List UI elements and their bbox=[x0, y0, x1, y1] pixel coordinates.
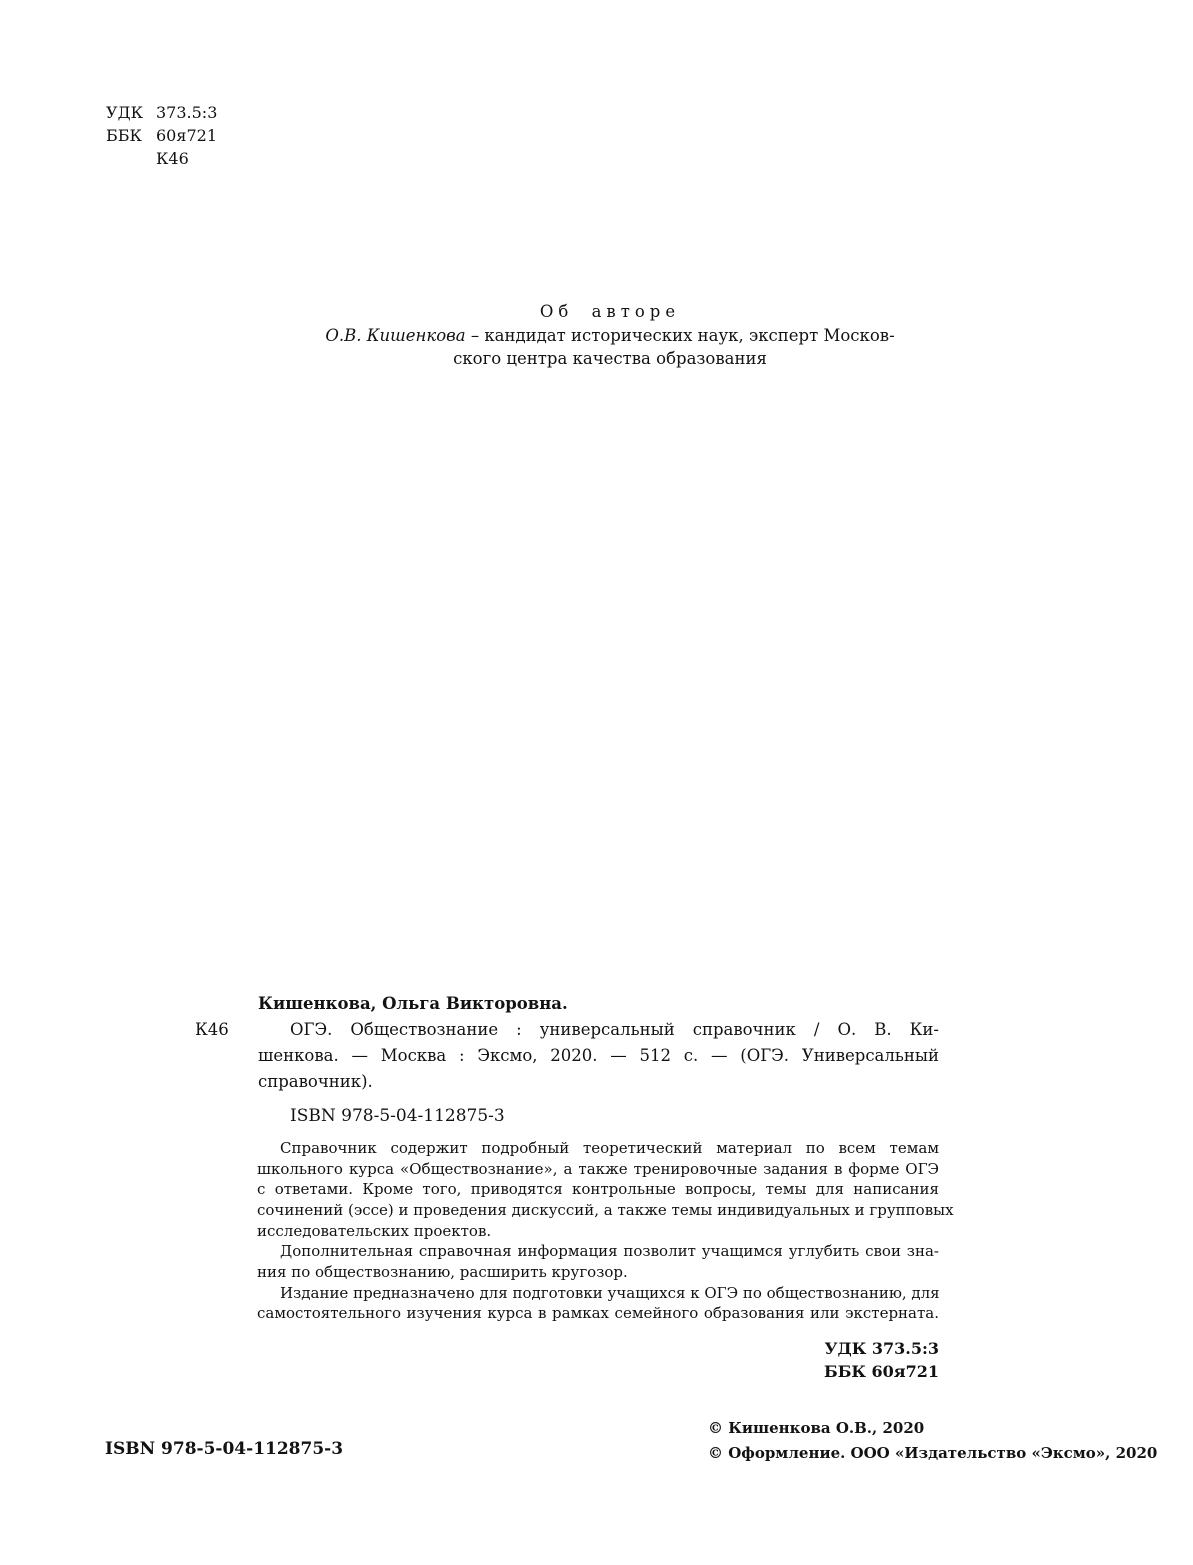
bib-line-3: справочник). bbox=[258, 1072, 373, 1091]
about-author-block bbox=[258, 300, 962, 371]
bib-line-1-text: ОГЭ. Обществознание : универсальный справочник / О. В. Ки- bbox=[290, 1020, 939, 1039]
bbk-label: ББК bbox=[106, 126, 142, 145]
annotation-p1-l2: школьного курса «Обществознание», а также тренировочные задания в форме ОГЭ bbox=[257, 1159, 939, 1178]
annotation-p1-l4: сочинений (эссе) и проведения дискуссий, а также темы индивидуальных и групповых bbox=[257, 1200, 954, 1219]
annotation-p1-l5: исследовательских проектов. bbox=[257, 1221, 492, 1240]
annotation-p1-l3: с ответами. Кроме того, приводятся контрольные вопросы, темы для написания bbox=[257, 1180, 939, 1199]
bibliographic-record bbox=[195, 991, 939, 1095]
bbk-right: ББК 60я721 bbox=[824, 1361, 939, 1381]
udk-right: УДК 373.5:3 bbox=[824, 1339, 939, 1358]
copyright-publisher: © Оформление. ООО «Издательство «Эксмо», 2020 bbox=[708, 1443, 1158, 1462]
annotation-block bbox=[257, 1138, 954, 1324]
about-author-line2: ского центра качества образования bbox=[453, 349, 767, 369]
annotation-p1-l1: Справочник содержит подробный теоретический материал по всем темам bbox=[280, 1139, 939, 1157]
annotation-p2-l1: Дополнительная справочная информация позволит учащимся углубить свои зна- bbox=[280, 1242, 939, 1261]
bib-line-2: шенкова. — Москва : Эксмо, 2020. — 512 с. — (ОГЭ. Универсальный bbox=[258, 1046, 939, 1065]
annotation-p3-l2: самостоятельного изучения курса в рамках семейного образования или экстерната. bbox=[257, 1304, 939, 1323]
udk-label: УДК bbox=[106, 103, 143, 122]
catalogue-codes-right bbox=[824, 1338, 939, 1383]
bbk-value: 60я721 bbox=[156, 126, 217, 145]
about-author-line1-rest: – кандидат исторических наук, эксперт Москов- bbox=[465, 325, 895, 345]
about-author-title: Об авторе bbox=[539, 302, 681, 321]
about-author-name: О.В. Кишенкова bbox=[325, 325, 466, 345]
catalogue-codes-top bbox=[106, 101, 217, 170]
annotation-p3-l1: Издание предназначено для подготовки учащихся к ОГЭ по обществознанию, для bbox=[280, 1283, 940, 1302]
author-code-value: К46 bbox=[156, 149, 189, 168]
isbn-record: ISBN 978-5-04-112875-3 bbox=[290, 1106, 505, 1126]
bib-line-1 bbox=[195, 1017, 939, 1043]
about-author-line1 bbox=[258, 324, 962, 348]
copyright-author: © Кишенкова О.В., 2020 bbox=[708, 1419, 925, 1437]
isbn-footer: ISBN 978-5-04-112875-3 bbox=[105, 1439, 344, 1459]
copyright-block bbox=[708, 1416, 1157, 1465]
udk-value: 373.5:3 bbox=[156, 103, 218, 122]
author-code-label-empty bbox=[106, 147, 156, 170]
bib-author-name: Кишенкова, Ольга Викторовна. bbox=[258, 994, 568, 1013]
bib-author-code: К46 bbox=[195, 1020, 229, 1039]
annotation-p2-l2: ния по обществознанию, расширить кругозор. bbox=[257, 1262, 628, 1281]
